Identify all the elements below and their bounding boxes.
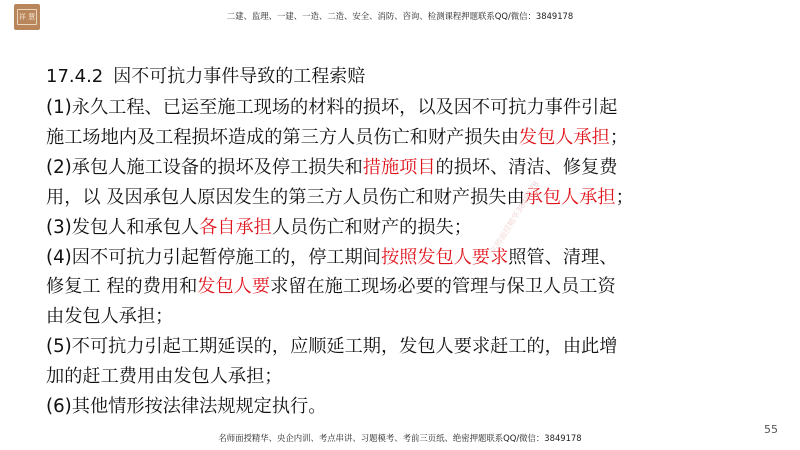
text-line xyxy=(46,392,646,422)
section-title-text: 因不可抗力事件导致的工程索赔 xyxy=(113,66,366,87)
line-segment: 用，以 及因承包人原因发生的第三方人员伤亡和财产损失由 xyxy=(46,186,525,208)
text-line xyxy=(46,213,646,243)
emphasis-text: 各自承担 xyxy=(199,216,272,238)
text-line xyxy=(46,362,646,392)
line-segment: 施工场地内及工程损坏造成的第三方人员伤亡和财产损失由 xyxy=(46,126,519,148)
line-segment: (6)其他情形按法律法规规定执行。 xyxy=(46,396,327,418)
watermark: 名师面授精华3849178 xyxy=(488,179,541,256)
line-segment: 的损坏、清洁、修复费 xyxy=(435,156,618,178)
section-number: 17.4.2 xyxy=(46,66,104,87)
text-line xyxy=(46,272,646,302)
footer-contact-text: 名师面授精华、央企内训、考点串讲、习题模考、考前三页纸、绝密押题联系QQ/微信：3849178 xyxy=(218,433,582,443)
logo-text: 祥 慧 xyxy=(17,9,37,25)
line-segment: ； xyxy=(609,126,629,148)
text-line xyxy=(46,153,646,183)
line-segment: (2)承包人施工设备的损坏及停工损失和 xyxy=(46,156,363,178)
line-segment: 由发包人承担； xyxy=(46,306,174,328)
page-number: 55 xyxy=(764,423,778,436)
section-title xyxy=(46,66,365,88)
emphasis-text: 承包人承担 xyxy=(524,186,616,208)
emphasis-text: 发包人承担 xyxy=(518,126,610,148)
text-line xyxy=(46,93,646,123)
line-segment: (5)不可抗力引起工期延误的，应顺延工期，发包人要求赶工的，由此增 xyxy=(46,336,618,358)
text-line xyxy=(46,332,646,362)
text-line xyxy=(46,183,646,213)
header-contact-text: 二建、监理、一建、一造、二造、安全、消防、咨询、检测课程押题联系QQ/微信：3849178 xyxy=(226,11,574,21)
brand-logo xyxy=(14,4,40,30)
line-segment: 人员伤亡和财产的损失； xyxy=(271,216,472,238)
text-line xyxy=(46,123,646,153)
text-line xyxy=(46,243,646,273)
emphasis-text: 措施项目 xyxy=(362,156,436,178)
line-segment: (4)因不可抗力引起暂停施工的，停工期间 xyxy=(46,246,381,268)
line-segment: 照管、清理、 xyxy=(508,246,618,268)
line-segment: (1)永久工程、已运至施工现场的材料的损坏，以及因不可抗力事件引起 xyxy=(46,97,618,118)
line-segment: 修复工 程的费用和 xyxy=(46,276,198,298)
text-line xyxy=(46,302,646,332)
line-segment: 加的赶工费用由发包人承担； xyxy=(46,366,283,388)
line-segment: (3)发包人和承包人 xyxy=(46,216,200,238)
line-segment: 求留在施工现场必要的管理与保卫人员工资 xyxy=(270,276,616,298)
line-segment: ； xyxy=(615,186,634,208)
emphasis-text: 按照发包人要求 xyxy=(380,246,509,268)
emphasis-text: 发包人要 xyxy=(197,276,271,298)
body-text xyxy=(46,93,646,422)
